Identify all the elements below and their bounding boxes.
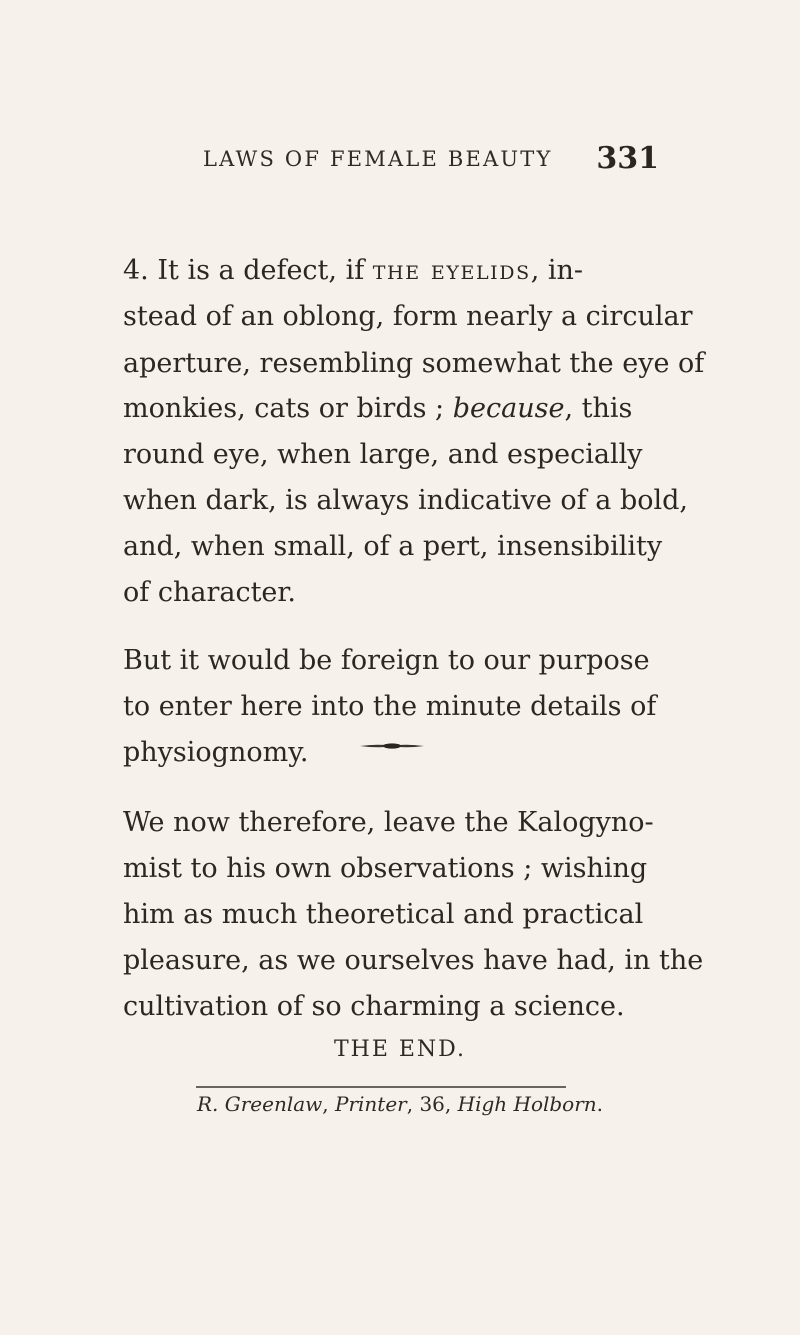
text-line bbox=[123, 254, 583, 288]
text-line: when dark, is always indicative of a bold, bbox=[123, 485, 688, 516]
imprint-rule bbox=[196, 1086, 566, 1088]
text-run: , bbox=[322, 1092, 335, 1116]
text-line: to enter here into the minute details of bbox=[123, 691, 657, 722]
text-run: , 36, bbox=[406, 1092, 458, 1116]
text-run: 4. It is a defect, if bbox=[123, 255, 373, 286]
running-head bbox=[203, 143, 659, 183]
text-line: pleasure, as we ourselves have had, in the bbox=[123, 945, 704, 976]
text-run: , in- bbox=[530, 255, 584, 286]
text-line: stead of an oblong, form nearly a circular bbox=[123, 301, 693, 332]
printer-street: High Holborn bbox=[457, 1092, 597, 1116]
text-run: , this bbox=[564, 393, 633, 424]
text-line: round eye, when large, and especially bbox=[123, 439, 643, 470]
text-line: mist to his own observations ; wishing bbox=[123, 853, 648, 884]
printer-role: Printer bbox=[335, 1092, 407, 1116]
italic-word: because bbox=[452, 393, 565, 424]
text-run: . bbox=[596, 1092, 604, 1116]
text-line: of character. bbox=[123, 577, 296, 608]
the-end-mark: THE END. bbox=[333, 1037, 467, 1062]
text-line: cultivation of so charming a science. bbox=[123, 991, 625, 1022]
text-line bbox=[123, 392, 632, 426]
printer-imprint bbox=[0, 1092, 800, 1116]
text-line: But it would be foreign to our purpose bbox=[123, 645, 650, 676]
text-line: and, when small, of a pert, insensibility bbox=[123, 531, 663, 562]
text-line: aperture, resembling somewhat the eye of bbox=[123, 348, 705, 379]
text-run: monkies, cats or birds ; bbox=[123, 393, 453, 424]
text-line: We now therefore, leave the Kalogyno- bbox=[123, 807, 654, 838]
smallcaps-phrase: the eyelids bbox=[372, 255, 531, 286]
text-line: him as much theoretical and practical bbox=[123, 899, 644, 930]
page-number: 331 bbox=[596, 141, 659, 176]
printer-name: R. Greenlaw bbox=[196, 1092, 323, 1116]
running-title: LAWS OF FEMALE BEAUTY bbox=[203, 147, 553, 171]
text-line: physiognomy. bbox=[123, 737, 309, 768]
ornament-divider-icon bbox=[359, 742, 425, 750]
